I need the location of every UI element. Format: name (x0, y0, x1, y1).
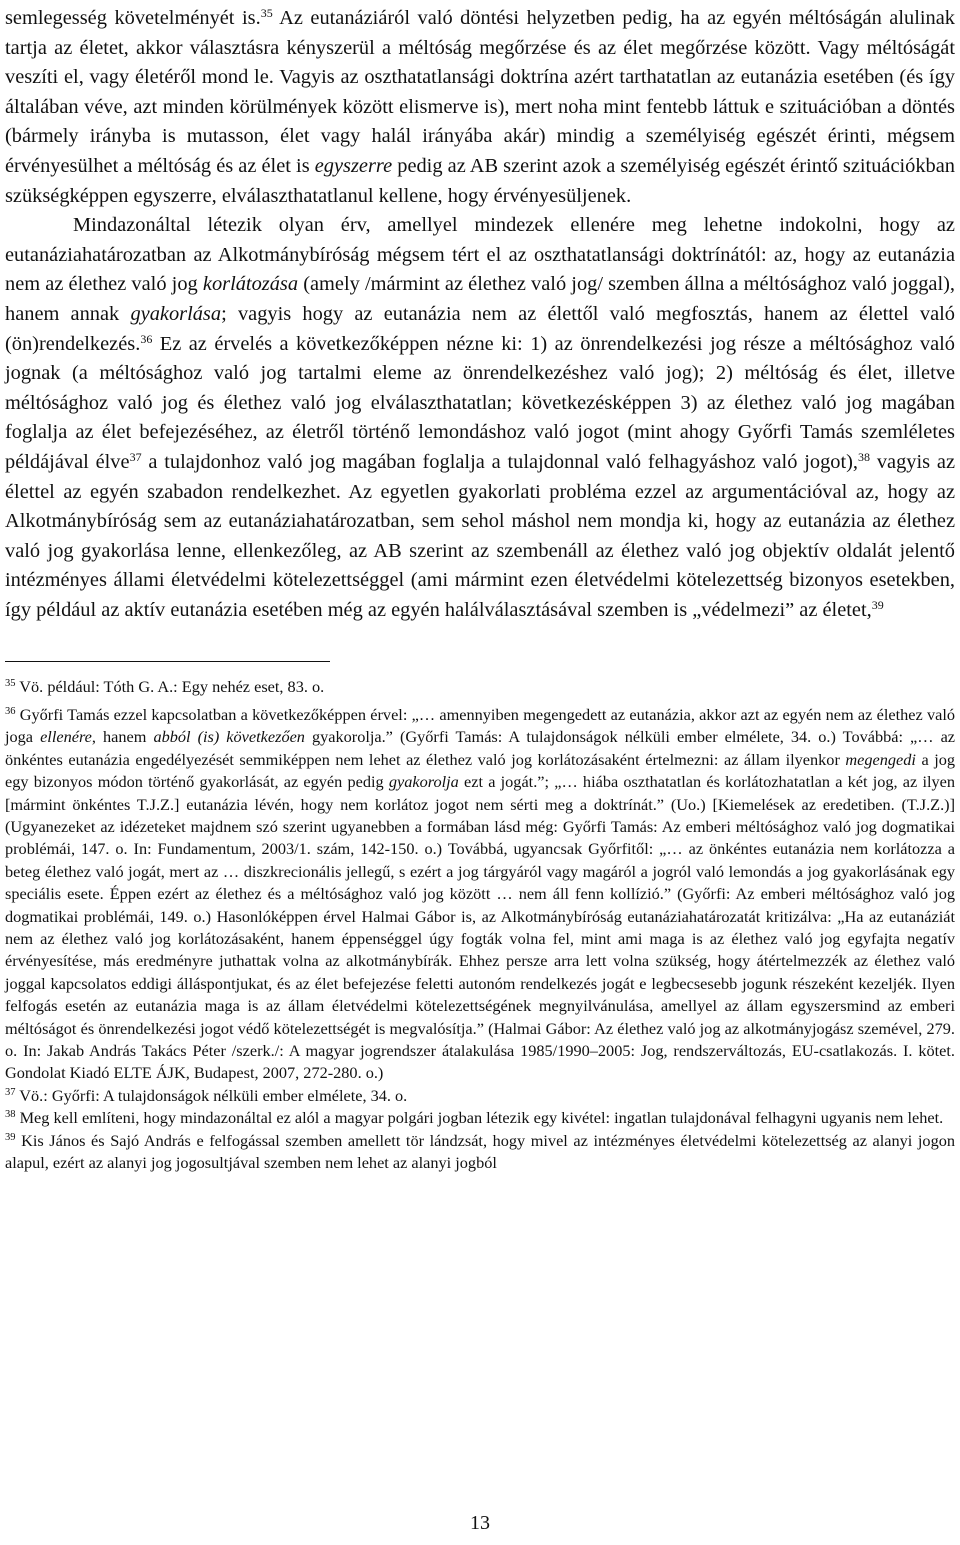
text-run: Ez az érvelés a következőképpen nézne ki: 1) az önrendelkezési jog része a méltósághoz való jognak (a méltósághoz való jog tartalmi eleme az önrendelkezéshez való jog); 2) méltóság és élet, illetve méltósághoz való jog és élethez való jog elválaszthatatlan; következésképpen 3) az élethez való jog magában foglalja az élet befejezéséhez, az életről történő lemondáshoz való jogot (mint ahogy Győrfi Tamás szemléletes példájával élve (5, 332, 955, 473)
footnote-text: , hanem (91, 727, 154, 747)
text-run: semlegesség követelményét is. (5, 7, 261, 29)
footnote-ref-35[interactable]: 35 (260, 6, 273, 20)
page-number: 13 (470, 1512, 490, 1534)
emphasis: gyakorlása (130, 302, 222, 325)
paragraph-2 (5, 211, 955, 625)
footnote-text: ezt a jogát.”; „… hiába oszthatatlan és korlátozhatatlan a két jog, az ilyen [mármint önkéntes T.J.Z.] eutanázia lévén, hogy nem korlátoz jogot nem sérti meg a doktrínát.” (Uo.) [Kiemelések az eredetiben. (T.J.Z.)] (Ugyanezeket az idézeteket majdnem szó szerint ugyanebben a formában lásd még: Győrfi Tamás: Az emberi méltósághoz való jog dogmatikai problémái, 147. o. In: Fundamentum, 2003/1. szám, 142-150. o.) Továbbá, ugyancsak Győrfitől: „… az önkéntes eutanázia nem korlátozza a beteg élethez való jogát, mert az … diszkrecionális jellegű, s ezért a jog tárgyáról vagy magáról a jogról való lemondás a jog gyakorlásának egy speciális esete. Éppen ezért az élethez és a méltósághoz való jog között … nem áll fenn kollízió.” (Győrfi: Az emberi méltósághoz való jog dogmatikai problémái, 149. o.) Hasonlóképpen érvel Halmai Gábor is, az Alkotmánybíróság eutanáziahatározatát kritizálva: „Ha az eutanáziát nem az élethez való jog korlátozásaként, hanem éppenséggel úgy fogták volna fel, mint ami maga is az élethez való jog egyfajta negatív érvényesítése, más eredményre juthattak volna az alkotmánybírák. Ehhez persze arra lett volna szükség, hogy átértelmezzék az élethez való joggal kapcsolatos eddigi álláspontjukat, és az élet befejezése feletti autonóm rendelkezés jogát e legbecsesebb jogunk részeként kezeljék. Ilyen felfogás esetén az eutanázia maga is az állam életvédelmi kötelezettségének megnyilvánulása, amellyel az állam egyszersmind az emberi méltóságot és önrendelkezési jogot védő kötelezettségét is megvalósítja.” (Halmai Gábor: Az élethez való jog az alkotmányjogász szemével, 279. o. In: Jakab András Takács Péter /szerk./: A magyar jogrendszer átalakulása 1985/1990–2005: Jog, rendszerváltozás, EU-csatlakozás. I. kötet. Gondolat Kiadó ELTE ÁJK, Budapest, 2007, 272-280. o.) (5, 772, 955, 1083)
text-run: (amely /mármint az élethez való jog/ szemben állna a méltósághoz való joggal), hanem annak (5, 273, 955, 325)
footnote-text: Meg kell említeni, hogy mindazonáltal ez alól a magyar polgári jogban létezik egy kivétel: ingatlan tulajdonával felhagyni ugyanis nem lehet. (15, 1108, 944, 1128)
footnote-38 (5, 1107, 955, 1129)
footnote-number: 37 (5, 1086, 16, 1098)
text-run: Az eutanáziáról való döntési helyzetben pedig, ha az egyén méltóságán alulinak tartja az életet, akkor választásra kényszerül a méltóság megőrzése és az élet megőrzése között. Vagy méltóságát veszíti el, vagy életéről mond le. Vagyis az oszthatatlansági doktrína azért tarthatatlan az eutanázia esetében (és így általában véve, azt minden körülmények között elismerve is), mert noha mint fentebb láttuk e szituációban a döntés (bármely irányba is mutasson, élet vagy halál irányába akár) mindig a személyiség egészét érinti, mégsem érvényesülhet a méltóság és az élet is (5, 7, 955, 177)
footnotes (5, 676, 955, 1174)
footnote-ref-37[interactable]: 37 (129, 449, 142, 464)
footnote-number: 38 (5, 1109, 16, 1121)
emphasis: gyakorolja (388, 772, 459, 792)
footnote-36 (5, 704, 955, 1085)
text-run: Mindazonáltal létezik olyan érv, amellyel mindezek ellenére meg lehetne indokolni, hogy az eutanáziahatározatban az Alkotmánybíróság mégsem tért el az oszthatatlansági doktrínától: az, hogy az eutanázia nem az élethez való jog (5, 214, 955, 296)
footnote-number: 39 (5, 1131, 16, 1143)
emphasis: abból (is) következően (153, 727, 305, 747)
paragraph-1 (5, 4, 955, 211)
emphasis: korlátozása (202, 273, 299, 296)
footnote-text: Győrfi Tamás ezzel kapcsolatban a következőképpen érvel: „… amennyiben megengedett az eutanázia, akkor azt az egyén nem az élethez való joga (5, 704, 955, 747)
text-run: ; vagyis hogy az eutanázia nem az élettől való megfosztás, hanem az élettel való (ön)rendelkezés. (5, 302, 955, 355)
footnote-ref-36[interactable]: 36 (140, 331, 153, 346)
footnote-number: 36 (5, 705, 16, 717)
footnote-separator (5, 661, 330, 662)
main-text (5, 4, 955, 625)
footnote-number: 35 (5, 678, 16, 690)
emphasis: ellenére (40, 727, 92, 747)
footnote-ref-38[interactable]: 38 (858, 449, 871, 464)
footnote-35 (5, 676, 955, 698)
footnote-ref-39[interactable]: 39 (871, 597, 884, 612)
emphasis: megengedi (845, 749, 916, 769)
emphasis: egyszerre (314, 154, 393, 177)
footnote-text: gyakorolja.” (Győrfi Tamás: A tulajdonságok nélküli ember elmélete, 34. o.) Továbbá: „… az önkéntes eutanázia engedélyezését semmiképpen nem lehet az élethez való jog korlátozásaként értelmezni: az állam ilyenkor (5, 727, 956, 769)
text-run: vagyis az élettel az egyén szabadon rendelkezhet. Az egyetlen gyakorlati probléma ezzel az argumentációval az, hogy az Alkotmánybíróság sem az eutanáziahatározatban, sem sehol máshol nem mondja ki, hogy az eutanázia az élethez való jog gyakorlása lenne, ellenkezőleg, az AB szerint az szembenáll az élethez való jog objektív oldalát jelentő intézményes állami életvédelmi kötelezettséggel (ami mármint ezen életvédelmi kötelezettség bizonyos esetekben, így például az aktív eutanázia esetében még az egyén halálválasztásával szemben is „védelmezi” az életet, (5, 450, 955, 621)
footnote-text: a jog egy bizonyos módon történő gyakorlását, az egyén pedig (5, 749, 956, 792)
text-run: a tulajdonhoz való jog magában foglalja a tulajdonnal való felhagyáshoz való jogot), (141, 450, 859, 473)
footnote-39 (5, 1130, 955, 1175)
footnote-text: Vö.: Győrfi: A tulajdonságok nélküli ember elmélete, 34. o. (15, 1085, 408, 1105)
footnote-37 (5, 1085, 955, 1107)
text-run: pedig az AB szerint azok a személyiség egészét érintő szituációkban szükségképpen egyszerre, elválaszthatatlanul kellene, hogy érvényesüljenek. (5, 154, 955, 207)
footnote-text: Vö. például: Tóth G. A.: Egy nehéz eset, 83. o. (15, 677, 325, 697)
page (5, 0, 955, 1174)
footnote-text: Kis János és Sajó András e felfogással szemben amellett tör lándzsát, hogy mivel az intézményes életvédelmi kötelezettség az alanyi jogon alapul, ezért az alanyi jog jogosultjával szemben nem lehet az alanyi jogból (5, 1130, 955, 1172)
